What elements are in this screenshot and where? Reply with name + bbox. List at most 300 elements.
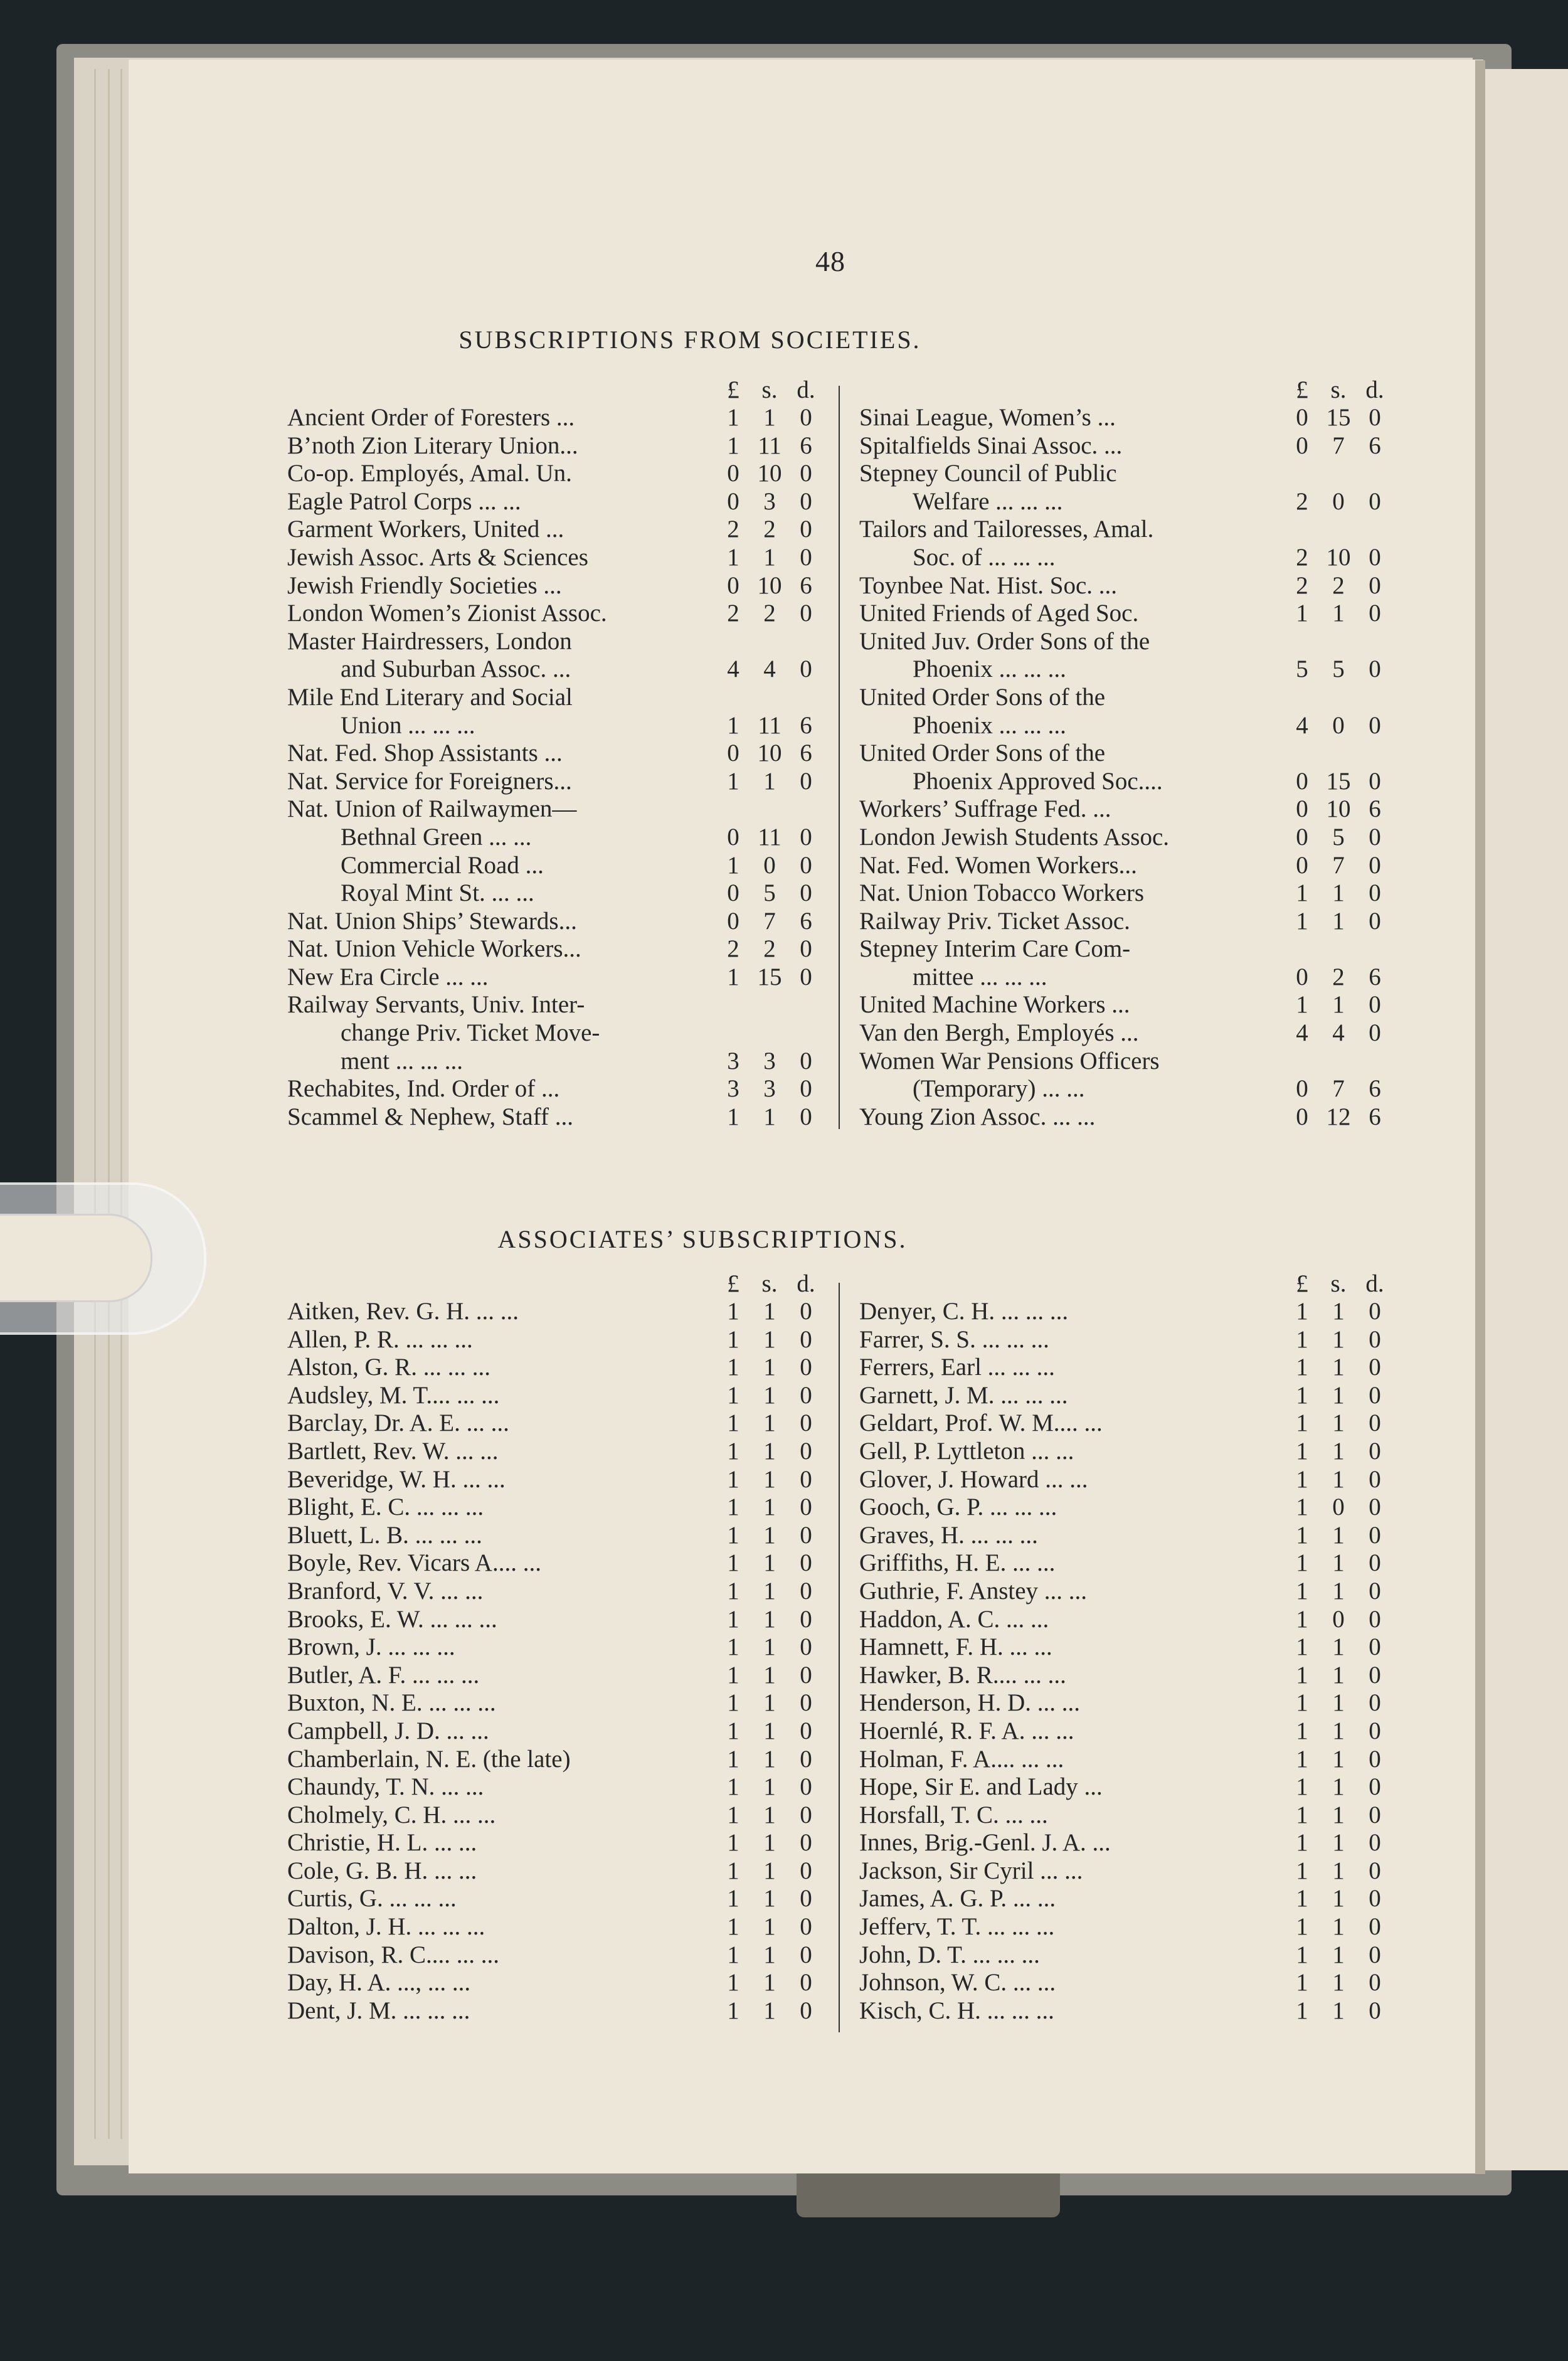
- pence-value: 0: [1369, 1829, 1381, 1857]
- pence-value: 0: [800, 1997, 812, 2024]
- column-divider: [839, 386, 840, 1129]
- pence-header: d.: [797, 1270, 815, 1297]
- entry-name: Davison, R. C.... ... ...: [287, 1941, 500, 1968]
- pence-value: 0: [1369, 1381, 1381, 1409]
- shillings-value: 0: [763, 851, 776, 879]
- pence-value: 0: [1369, 1019, 1381, 1047]
- entry-name: United Order Sons of the: [859, 683, 1106, 711]
- entry-name: Aitken, Rev. G. H. ... ...: [287, 1298, 519, 1325]
- entry-name: Griffiths, H. E. ... ...: [859, 1549, 1056, 1577]
- shillings-value: 1: [1332, 1689, 1345, 1717]
- entry-name: Blight, E. C. ... ... ...: [287, 1494, 484, 1521]
- shillings-value: 1: [1332, 1801, 1345, 1828]
- table-row: [287, 1103, 824, 1132]
- table-row: [859, 908, 1392, 936]
- shillings-value: 1: [1332, 1325, 1345, 1353]
- shillings-value: 1: [763, 1997, 776, 2024]
- pence-value: 0: [800, 1857, 812, 1884]
- pounds-value: 1: [727, 1745, 739, 1773]
- table-row: [859, 1578, 1392, 1606]
- shillings-value: 1: [1332, 1437, 1345, 1465]
- table-row: [287, 544, 824, 572]
- pounds-value: 1: [1296, 1605, 1308, 1633]
- shillings-value: 1: [1332, 1409, 1345, 1437]
- pence-value: 0: [1369, 1913, 1381, 1941]
- table-row: [287, 460, 824, 488]
- entry-name: Nat. Union Tobacco Workers: [859, 879, 1145, 907]
- pounds-value: 0: [727, 823, 739, 851]
- pence-value: 0: [1369, 1857, 1381, 1884]
- shillings-value: 1: [763, 1521, 776, 1549]
- pounds-value: 1: [727, 1913, 739, 1941]
- pence-value: 0: [1369, 907, 1381, 935]
- table-row: [287, 852, 824, 880]
- pence-value: 6: [1369, 795, 1381, 823]
- shillings-value: 1: [763, 1773, 776, 1801]
- table-row: [859, 1494, 1392, 1522]
- pounds-value: 1: [727, 851, 739, 879]
- table-row: [859, 1969, 1392, 1997]
- entry-name: Alston, G. R. ... ... ...: [287, 1354, 490, 1381]
- pounds-value: 1: [1296, 1689, 1308, 1717]
- shillings-value: 1: [763, 1717, 776, 1744]
- pence-value: 0: [1369, 1661, 1381, 1689]
- table-row: [859, 655, 1392, 684]
- entry-name: Union ... ... ...: [341, 711, 475, 739]
- entry-name: Branford, V. V. ... ...: [287, 1577, 484, 1605]
- table-row: [859, 1019, 1392, 1048]
- shillings-value: 1: [763, 1913, 776, 1941]
- shillings-value: 7: [1332, 1075, 1345, 1103]
- shillings-value: 1: [763, 1549, 776, 1577]
- pence-value: 0: [1369, 1773, 1381, 1801]
- table-row: [287, 1354, 824, 1382]
- table-row: [859, 963, 1392, 992]
- pounds-value: 1: [727, 1885, 739, 1913]
- entry-name: Commercial Road ...: [341, 851, 544, 879]
- entry-name: Women War Pensions Officers: [859, 1047, 1160, 1074]
- table-row: [859, 1773, 1392, 1801]
- table-row: [287, 1773, 824, 1801]
- pence-value: 0: [800, 767, 812, 795]
- entry-name: Beveridge, W. H. ... ...: [287, 1465, 506, 1493]
- pence-value: 0: [1369, 851, 1381, 879]
- shillings-value: 1: [1332, 1465, 1345, 1493]
- pounds-value: 1: [1296, 1549, 1308, 1577]
- pounds-value: 1: [727, 1773, 739, 1801]
- table-row: [287, 795, 824, 824]
- pounds-header: £: [727, 1270, 739, 1297]
- entry-name: Hamnett, F. H. ... ...: [859, 1633, 1052, 1661]
- pounds-value: 1: [1296, 1465, 1308, 1493]
- shillings-value: 11: [758, 823, 781, 851]
- table-row: [859, 684, 1392, 712]
- entry-name: Hawker, B. R.... ... ...: [859, 1661, 1066, 1689]
- pence-value: 0: [800, 1381, 812, 1409]
- shillings-value: 5: [1332, 655, 1345, 683]
- entry-name: Phoenix ... ... ...: [913, 655, 1066, 683]
- pounds-value: 1: [1296, 1997, 1308, 2024]
- shillings-value: 15: [1326, 767, 1351, 795]
- table-row: [287, 1578, 824, 1606]
- societies-heading: SUBSCRIPTIONS FROM SOCIETIES.: [458, 326, 921, 354]
- shillings-value: 11: [758, 432, 781, 459]
- pounds-value: 1: [727, 543, 739, 571]
- table-row: [859, 1075, 1392, 1103]
- entry-name: Audsley, M. T.... ... ...: [287, 1381, 500, 1409]
- pence-value: 0: [800, 1521, 812, 1549]
- table-row: [859, 1662, 1392, 1690]
- entry-name: Barclay, Dr. A. E. ... ...: [287, 1409, 509, 1437]
- pounds-value: 5: [1296, 655, 1308, 683]
- table-row: [287, 1717, 824, 1746]
- pounds-value: 1: [727, 1969, 739, 1997]
- pence-value: 0: [1369, 543, 1381, 571]
- shillings-value: 1: [1332, 1857, 1345, 1884]
- entry-name: Dalton, J. H. ... ... ...: [287, 1913, 485, 1941]
- shillings-value: 1: [1332, 600, 1345, 627]
- table-row: [859, 852, 1392, 880]
- shillings-value: 3: [763, 487, 776, 515]
- pence-value: 0: [800, 1549, 812, 1577]
- entry-name: New Era Circle ... ...: [287, 963, 489, 990]
- pounds-value: 1: [727, 1633, 739, 1661]
- entry-name: Welfare ... ... ...: [913, 487, 1063, 515]
- pounds-value: 1: [727, 963, 739, 990]
- pounds-header: £: [727, 376, 739, 403]
- entry-name: Kisch, C. H. ... ... ...: [859, 1997, 1054, 2024]
- entry-name: change Priv. Ticket Move-: [341, 1019, 600, 1047]
- table-row: [287, 1298, 824, 1326]
- pence-value: 0: [800, 1829, 812, 1857]
- entry-name: Royal Mint St. ... ...: [341, 879, 534, 907]
- shillings-value: 2: [763, 516, 776, 543]
- table-row: [287, 488, 824, 516]
- table-row: [287, 1438, 824, 1466]
- pence-value: 0: [1369, 571, 1381, 599]
- pounds-value: 0: [727, 879, 739, 907]
- entry-name: Ferrers, Earl ... ... ...: [859, 1354, 1055, 1381]
- table-row: [859, 1689, 1392, 1717]
- table-row: [859, 991, 1392, 1019]
- pounds-value: 1: [727, 1829, 739, 1857]
- pence-value: 0: [1369, 823, 1381, 851]
- entry-name: Bartlett, Rev. W. ... ...: [287, 1437, 499, 1465]
- table-row: [287, 991, 824, 1019]
- shillings-value: 2: [1332, 963, 1345, 990]
- pounds-value: 1: [1296, 1801, 1308, 1828]
- shillings-value: 1: [1332, 907, 1345, 935]
- shillings-value: 0: [1332, 487, 1345, 515]
- pence-value: 0: [1369, 1689, 1381, 1717]
- pounds-value: 0: [727, 571, 739, 599]
- table-row: [287, 432, 824, 460]
- pence-header: d.: [797, 376, 815, 403]
- pence-value: 0: [800, 1047, 812, 1074]
- pounds-value: 1: [1296, 1298, 1308, 1325]
- entry-name: and Suburban Assoc. ...: [341, 655, 571, 683]
- entry-name: Graves, H. ... ... ...: [859, 1521, 1038, 1549]
- entry-name: Master Hairdressers, London: [287, 627, 572, 655]
- pounds-value: 1: [1296, 1325, 1308, 1353]
- entry-name: London Jewish Students Assoc.: [859, 823, 1170, 851]
- pounds-value: 1: [727, 1717, 739, 1744]
- column-header: [287, 376, 824, 404]
- pence-value: 0: [800, 1689, 812, 1717]
- table-row: [859, 1466, 1392, 1494]
- entry-name: Eagle Patrol Corps ... ...: [287, 487, 521, 515]
- table-row: [859, 1941, 1392, 1970]
- table-row: [859, 1382, 1392, 1410]
- table-row: [859, 712, 1392, 740]
- pounds-value: 1: [727, 1381, 739, 1409]
- shillings-value: 1: [763, 1103, 776, 1130]
- shillings-value: 4: [1332, 1019, 1345, 1047]
- pence-value: 6: [800, 571, 812, 599]
- pounds-value: 3: [727, 1075, 739, 1103]
- pence-value: 0: [800, 1745, 812, 1773]
- table-row: [859, 1829, 1392, 1857]
- table-row: [859, 1549, 1392, 1578]
- shillings-value: 10: [757, 571, 782, 599]
- entry-name: mittee ... ... ...: [913, 963, 1047, 990]
- entry-name: Stepney Council of Public: [859, 460, 1117, 487]
- shillings-value: 15: [1326, 404, 1351, 431]
- pence-value: 0: [1369, 1521, 1381, 1549]
- pence-header: d.: [1365, 376, 1384, 403]
- pounds-value: 1: [727, 1857, 739, 1884]
- pence-value: 0: [800, 1717, 812, 1744]
- pounds-value: 0: [1296, 1103, 1308, 1130]
- table-row: [287, 600, 824, 628]
- shillings-value: 1: [1332, 1997, 1345, 2024]
- pounds-value: 1: [1296, 1409, 1308, 1437]
- entry-name: Farrer, S. S. ... ... ...: [859, 1325, 1049, 1353]
- pence-value: 0: [800, 1941, 812, 1968]
- entry-name: Stepney Interim Care Com-: [859, 935, 1131, 963]
- pounds-value: 3: [727, 1047, 739, 1074]
- shillings-value: 2: [1332, 571, 1345, 599]
- pence-value: 0: [1369, 1997, 1381, 2024]
- entry-name: Brooks, E. W. ... ... ...: [287, 1605, 497, 1633]
- shillings-value: 1: [1332, 1745, 1345, 1773]
- table-row: [287, 1997, 824, 2025]
- pence-value: 0: [800, 1494, 812, 1521]
- entry-name: Nat. Service for Foreigners...: [287, 767, 572, 795]
- shillings-value: 1: [763, 1661, 776, 1689]
- pence-value: 0: [1369, 600, 1381, 627]
- pounds-value: 1: [727, 1941, 739, 1968]
- shillings-value: 12: [1326, 1103, 1351, 1130]
- entry-name: Jackson, Sir Cyril ... ...: [859, 1857, 1083, 1884]
- pence-value: 6: [800, 432, 812, 459]
- shillings-value: 1: [763, 1829, 776, 1857]
- shillings-value: 10: [757, 460, 782, 487]
- shillings-value: 7: [1332, 432, 1345, 459]
- shillings-value: 10: [757, 740, 782, 767]
- pence-value: 0: [800, 1465, 812, 1493]
- entry-name: Allen, P. R. ... ... ...: [287, 1325, 473, 1353]
- shillings-header: s.: [1330, 376, 1347, 403]
- pounds-value: 1: [727, 1689, 739, 1717]
- entry-name: Nat. Union of Railwaymen—: [287, 795, 577, 823]
- table-row: [859, 1326, 1392, 1354]
- shillings-value: 10: [1326, 543, 1351, 571]
- table-row: [287, 655, 824, 684]
- entry-name: Haddon, A. C. ... ...: [859, 1605, 1049, 1633]
- pounds-value: 2: [1296, 487, 1308, 515]
- shillings-value: 10: [1326, 795, 1351, 823]
- entry-name: Jefferv, T. T. ... ... ...: [859, 1913, 1055, 1941]
- pounds-value: 0: [1296, 963, 1308, 990]
- pounds-value: 1: [727, 711, 739, 739]
- table-row: [287, 1746, 824, 1774]
- pounds-value: 0: [1296, 404, 1308, 431]
- shillings-value: 2: [763, 600, 776, 627]
- table-row: [859, 1717, 1392, 1746]
- shillings-value: 1: [763, 1577, 776, 1605]
- entry-name: Garment Workers, United ...: [287, 516, 564, 543]
- column-header: [287, 1270, 824, 1298]
- entry-name: Johnson, W. C. ... ...: [859, 1969, 1056, 1997]
- entry-name: Nat. Fed. Women Workers...: [859, 851, 1137, 879]
- table-row: [287, 963, 824, 992]
- pence-value: 0: [800, 404, 812, 431]
- entry-name: Spitalfields Sinai Assoc. ...: [859, 432, 1123, 459]
- pounds-value: 1: [727, 1409, 739, 1437]
- table-row: [287, 1885, 824, 1913]
- pounds-value: 1: [1296, 600, 1308, 627]
- entry-name: Guthrie, F. Anstey ... ...: [859, 1577, 1088, 1605]
- entry-name: Hoernlé, R. F. A. ... ...: [859, 1717, 1074, 1744]
- entry-name: Young Zion Assoc. ... ...: [859, 1103, 1096, 1130]
- shillings-value: 0: [1332, 1494, 1345, 1521]
- table-row: [859, 824, 1392, 852]
- entry-name: United Machine Workers ...: [859, 991, 1130, 1019]
- pence-value: 0: [1369, 1969, 1381, 1997]
- pounds-value: 1: [1296, 1661, 1308, 1689]
- table-row: [287, 740, 824, 768]
- shillings-value: 1: [763, 1437, 776, 1465]
- shillings-value: 1: [763, 1298, 776, 1325]
- entry-name: United Juv. Order Sons of the: [859, 627, 1150, 655]
- pounds-value: 1: [1296, 1717, 1308, 1744]
- entry-name: Dent, J. M. ... ... ...: [287, 1997, 470, 2024]
- pounds-header: £: [1296, 1270, 1308, 1297]
- pence-value: 0: [800, 1075, 812, 1103]
- entry-name: Scammel & Nephew, Staff ...: [287, 1103, 573, 1130]
- shillings-value: 1: [763, 1381, 776, 1409]
- pence-value: 0: [800, 460, 812, 487]
- table-row: [287, 879, 824, 908]
- shillings-value: 1: [1332, 1633, 1345, 1661]
- entry-name: Hope, Sir E. and Lady ...: [859, 1773, 1103, 1801]
- table-row: [287, 1549, 824, 1578]
- table-row: [287, 1689, 824, 1717]
- pence-value: 0: [800, 1633, 812, 1661]
- table-row: [859, 768, 1392, 796]
- pence-value: 0: [800, 879, 812, 907]
- table-row: [287, 1606, 824, 1634]
- entry-name: Gell, P. Lyttleton ... ...: [859, 1437, 1074, 1465]
- shillings-value: 4: [763, 655, 776, 683]
- shillings-value: 0: [1332, 711, 1345, 739]
- pounds-value: 0: [727, 907, 739, 935]
- shillings-value: 1: [763, 767, 776, 795]
- entry-name: Mile End Literary and Social: [287, 683, 573, 711]
- entry-name: Chamberlain, N. E. (the late): [287, 1745, 571, 1773]
- pence-value: 0: [800, 1605, 812, 1633]
- entry-name: Jewish Assoc. Arts & Sciences: [287, 543, 588, 571]
- pounds-header: £: [1296, 376, 1308, 403]
- shillings-value: 1: [763, 1605, 776, 1633]
- entry-name: Railway Priv. Ticket Assoc.: [859, 907, 1130, 935]
- pence-value: 0: [1369, 1885, 1381, 1913]
- pence-value: 0: [1369, 487, 1381, 515]
- entry-name: United Order Sons of the: [859, 740, 1106, 767]
- table-row: [859, 404, 1392, 432]
- entry-name: Day, H. A. ..., ... ...: [287, 1969, 471, 1997]
- pence-value: 0: [1369, 1465, 1381, 1493]
- entry-name: Gooch, G. P. ... ... ...: [859, 1494, 1057, 1521]
- associates-right-column: [859, 1270, 1392, 2025]
- entry-name: Innes, Brig.-Genl. J. A. ...: [859, 1829, 1111, 1857]
- shillings-value: 3: [763, 1075, 776, 1103]
- pounds-value: 1: [1296, 1521, 1308, 1549]
- pence-value: 0: [800, 1298, 812, 1325]
- pence-value: 0: [1369, 1549, 1381, 1577]
- pence-value: 0: [1369, 1437, 1381, 1465]
- table-row: [287, 1382, 824, 1410]
- shillings-value: 1: [1332, 1969, 1345, 1997]
- entry-name: Railway Servants, Univ. Inter-: [287, 991, 585, 1019]
- table-row: [859, 1298, 1392, 1326]
- pence-value: 0: [800, 1969, 812, 1997]
- pence-value: 6: [800, 907, 812, 935]
- shillings-value: 1: [1332, 1549, 1345, 1577]
- table-row: [287, 404, 824, 432]
- pounds-value: 2: [727, 516, 739, 543]
- shillings-value: 1: [763, 1633, 776, 1661]
- page-number: 48: [815, 245, 845, 277]
- pounds-value: 1: [727, 1103, 739, 1130]
- table-row: [859, 516, 1392, 544]
- pounds-value: 0: [1296, 795, 1308, 823]
- table-row: [287, 1662, 824, 1690]
- entry-name: Chaundy, T. N. ... ...: [287, 1773, 484, 1801]
- pounds-value: 1: [1296, 1829, 1308, 1857]
- entry-name: Phoenix ... ... ...: [913, 711, 1066, 739]
- pence-value: 0: [800, 1661, 812, 1689]
- pounds-value: 4: [1296, 1019, 1308, 1047]
- pounds-value: 0: [727, 487, 739, 515]
- pence-value: 0: [1369, 1577, 1381, 1605]
- table-row: [287, 768, 824, 796]
- societies-left-column: [287, 376, 824, 1131]
- table-row: [859, 740, 1392, 768]
- shillings-value: 1: [1332, 1577, 1345, 1605]
- table-row: [287, 1048, 824, 1076]
- pounds-value: 1: [1296, 1633, 1308, 1661]
- shillings-value: 1: [763, 1325, 776, 1353]
- pounds-value: 1: [1296, 1913, 1308, 1941]
- pence-header: d.: [1365, 1270, 1384, 1297]
- shillings-value: 1: [763, 1885, 776, 1913]
- entry-name: Cholmely, C. H. ... ...: [287, 1801, 496, 1828]
- table-row: [859, 432, 1392, 460]
- pence-value: 0: [1369, 991, 1381, 1019]
- table-row: [859, 628, 1392, 656]
